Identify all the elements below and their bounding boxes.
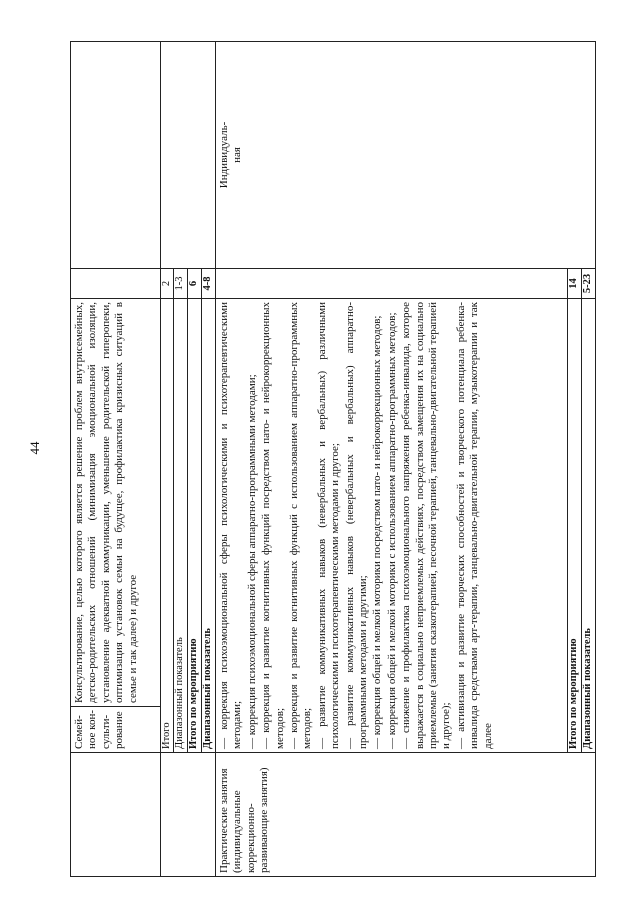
services-table <box>70 41 596 877</box>
list-item: — коррекция общей и мелкой моторики с использованием аппаратно-программных методов; <box>385 312 398 749</box>
form-cell-empty <box>71 42 161 269</box>
summary-value: 4-8 <box>202 269 216 299</box>
summary-value: 14 <box>568 269 582 299</box>
page-number: 44 <box>27 441 42 455</box>
list-item: — коррекция и развитие когнитивных функций посредством пато- и нейрокоррекционных методов; <box>260 302 286 749</box>
form-cell-empty <box>160 42 215 269</box>
summary-label: Итого по мероприятию <box>188 299 202 753</box>
list-item: — снижение и профилактика психоэмоционального напряжения ребенка-инвалида, которое выражается в социально неприемлемых действиях, посредством замещения их на социально приемлемые (занятия сказкотерапией, песочной терапией, танцевально-двигательной терапией и другое); <box>400 302 453 749</box>
table-row <box>215 42 568 877</box>
summary-label: Диапазонный показатель <box>174 299 188 753</box>
consult-type-cell: Семей- ное кон- сульти- рование <box>71 707 161 753</box>
section-label-cell: Практические занятия (индивидуальные коррекционно-развивающие занятия) <box>215 753 595 877</box>
table-row <box>71 42 161 877</box>
summary-label: Диапазонный показатель <box>582 299 596 753</box>
summary-label: Диапазонный показатель <box>202 299 216 753</box>
list-item: — активизация и развитие творческих способностей и творческого потенциала ребенка-инвалида средствами арт-терапии, танцевально-двигательной терапии, музыкотерапии и так далее <box>454 302 494 749</box>
rotated-table-wrapper <box>70 42 596 877</box>
items-cell <box>215 299 568 753</box>
section-cell-empty <box>71 753 161 877</box>
list-item: — коррекция психоэмоциональной сферы психологическими и психотерапевтическими методами; <box>217 302 244 749</box>
section-cell-empty <box>160 753 215 877</box>
summary-label: Итого <box>160 299 174 753</box>
table-row <box>160 42 174 877</box>
list-item: — развитие коммуникативных навыков (невербальных и вербальных) различными психологическими и психотерапевтическими методами и другое; <box>315 302 342 749</box>
summary-value: 2 <box>160 269 174 299</box>
summary-value: 1-3 <box>174 269 188 299</box>
form-label-cell: Индивидуаль- ная <box>215 42 595 269</box>
list-item: — развитие коммуникативных навыков (невербальных и вербальных) аппаратно-программными методами и другими; <box>343 302 369 749</box>
list-item: — коррекция психоэмоциональной сферы аппаратно-программными методами; <box>245 374 258 749</box>
summary-label: Итого по мероприятию <box>568 299 582 753</box>
value-cell-empty <box>215 269 568 299</box>
consult-description-cell: Консультирование, целью которого является решение проблем внутрисемейных, детско-родительских отношений (минимизация эмоциональной изоляции, установление адекватной коммуникации, уменьшение родительской гиперопеки, оптимизация установок семьи на будущее, профилактика кризисных ситуаций в семье и так далее) и другое <box>71 299 161 707</box>
value-cell-empty <box>71 269 161 299</box>
list-item: — коррекция и развитие когнитивных функций с использованием аппаратно-программных методов; <box>287 302 314 749</box>
summary-value: 5-23 <box>582 269 596 299</box>
list-item: — коррекция общей и мелкой моторики посредством пато- и нейрокоррекционных методов; <box>371 315 384 749</box>
summary-value: 6 <box>188 269 202 299</box>
